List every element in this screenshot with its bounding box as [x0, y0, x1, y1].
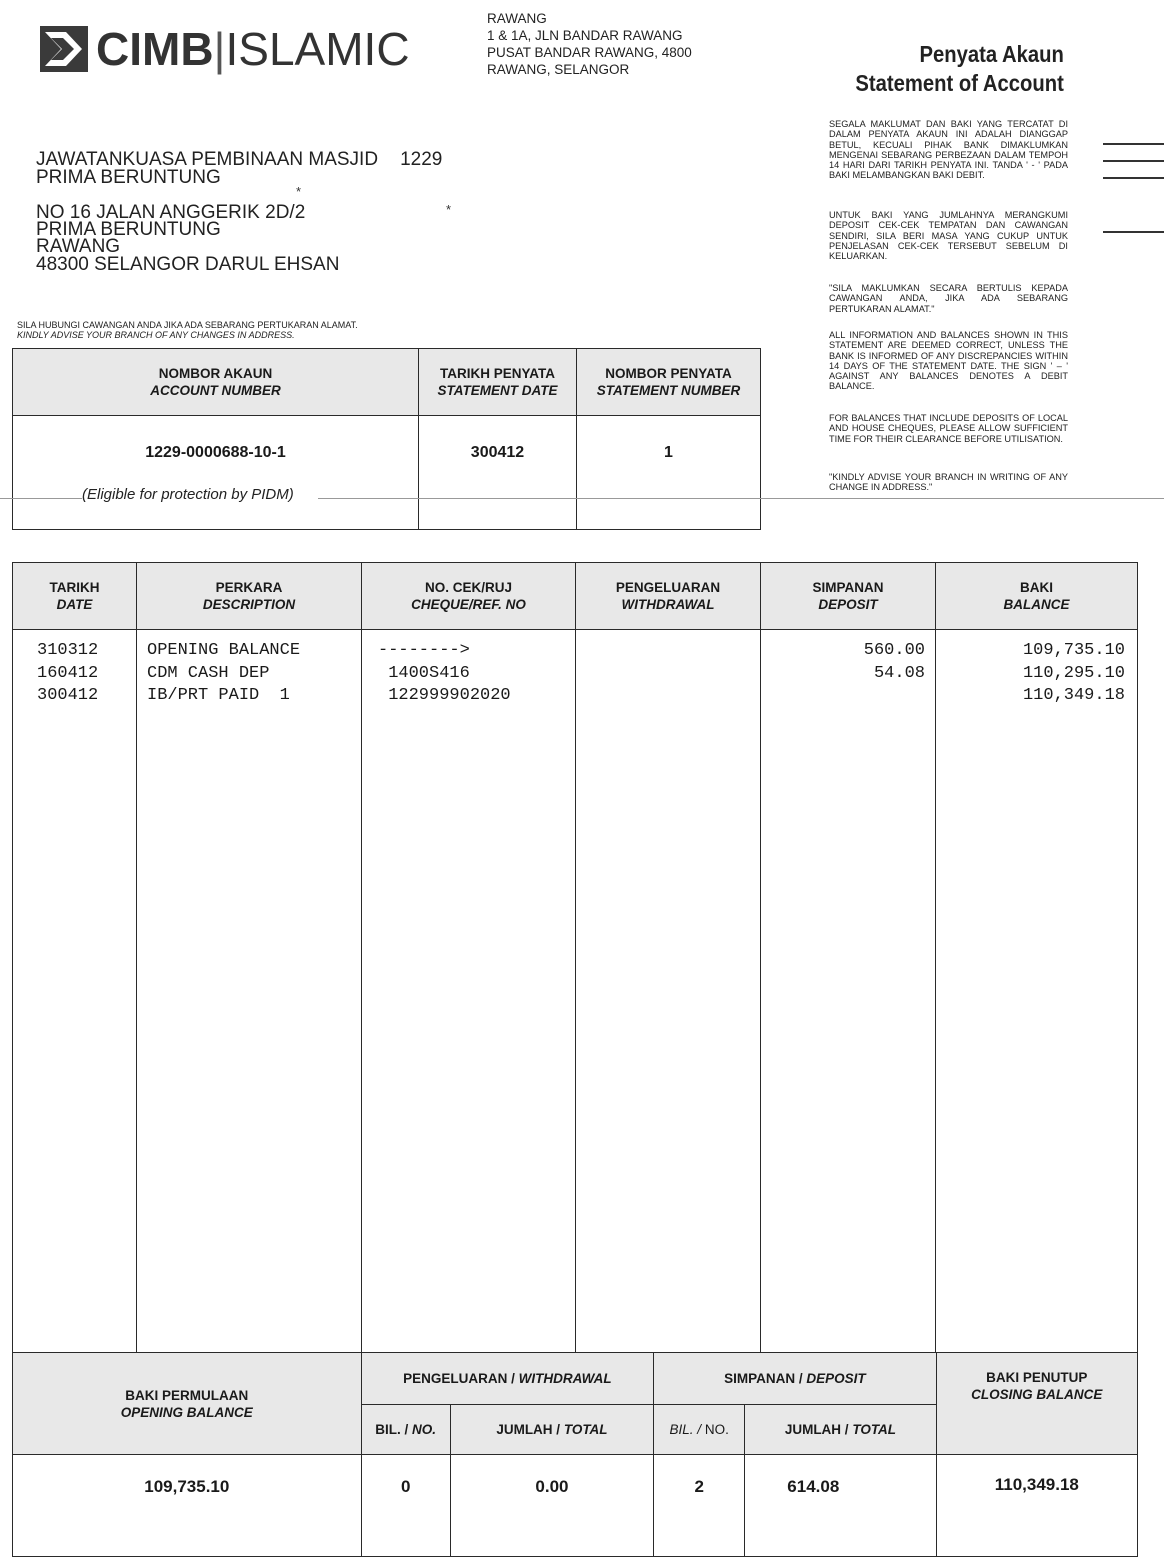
fold-mark	[1103, 160, 1164, 162]
header-opening-balance: BAKI PERMULAAN OPENING BALANCE	[13, 1353, 362, 1455]
tx-balance: 109,735.10	[1022, 641, 1125, 660]
deposit-count-value: 2	[654, 1455, 745, 1557]
header-withdrawal-summary: PENGELUARAN / WITHDRAWAL	[361, 1353, 654, 1405]
title-malay: Penyata Akaun	[919, 41, 1064, 67]
tx-description: OPENING BALANCE	[147, 641, 301, 660]
header-withdrawal-total: JUMLAH / TOTAL	[450, 1405, 653, 1455]
balance-column	[936, 630, 1138, 1353]
branch-line: RAWANG	[487, 11, 547, 26]
fold-mark	[1103, 143, 1164, 145]
address-line4: 48300 SELANGOR DARUL EHSAN	[36, 254, 340, 275]
date-column	[13, 630, 137, 1353]
header-closing-balance: BAKI PENUTUP CLOSING BALANCE	[936, 1353, 1137, 1455]
notice-3: "SILA MAKLUMKAN SECARA BERTULIS KEPADA CAWANGAN ANDA, JIKA ADA SEBARANG PERTUKARAN ALAMAT."	[829, 283, 1068, 314]
branch-line: RAWANG, SELANGOR	[487, 62, 630, 77]
divider	[0, 498, 82, 499]
tx-deposit: 54.08	[873, 663, 925, 683]
tx-deposit: 560.00	[863, 641, 925, 660]
header-description: PERKARA DESCRIPTION	[137, 563, 362, 630]
header-deposit: SIMPANAN DEPOSIT	[761, 563, 936, 630]
statement-number: 1	[577, 416, 761, 530]
tx-balance: 110,349.18	[1022, 686, 1125, 705]
pidm-note: (Eligible for protection by PIDM)	[82, 486, 294, 503]
transactions-table	[12, 562, 1138, 1353]
tx-date: 160412	[37, 663, 99, 683]
statement-date: 300412	[419, 416, 577, 530]
opening-balance-value: 109,735.10	[13, 1455, 362, 1557]
tx-date: 310312	[37, 641, 99, 660]
star-mark: *	[446, 202, 452, 217]
notice-2: UNTUK BAKI YANG JUMLAHNYA MERANGKUMI DEPOSIT CEK-CEK TEMPATAN DAN CAWANGAN SENDIRI, SILA BERI MASA YANG CUKUP UNTUK PENJELASAN CEK-CEK TERSEBUT SEBELUM DI KELUARKAN.	[829, 210, 1068, 262]
header-statement-date: TARIKH PENYATA STATEMENT DATE	[419, 349, 577, 416]
header-withdrawal-count: BIL. / NO.	[361, 1405, 450, 1455]
customer-name-line2: PRIMA BERUNTUNG	[36, 167, 221, 188]
deposit-column	[761, 630, 936, 1353]
header-date: TARIKH DATE	[13, 563, 137, 630]
tx-date: 300412	[37, 686, 99, 705]
branch-code: 1229	[400, 149, 443, 170]
branch-line: 1 & 1A, JLN BANDAR RAWANG	[487, 28, 683, 43]
closing-balance-value: 110,349.18	[936, 1455, 1137, 1557]
header-deposit-count: BIL. / NO.	[654, 1405, 745, 1455]
header-account-number: NOMBOR AKAUN ACCOUNT NUMBER	[13, 349, 419, 416]
notice-1: SEGALA MAKLUMAT DAN BAKI YANG TERCATAT DI DALAM PENYATA AKAUN INI ADALAH DIANGGAP BETUL, KECUALI PIHAK BANK DIMAKLUMKAN MENGENAI SEBARANG PERBEZAAN DALAM TEMPOH 14 HARI DARI TARIKH PENYATA INI. TANDA ' - ' PADA BAKI MELAMBANGKAN BAKI DEBIT.	[829, 119, 1068, 181]
withdrawal-column	[576, 630, 761, 1353]
notice-5: FOR BALANCES THAT INCLUDE DEPOSITS OF LOCAL AND HOUSE CHEQUES, PLEASE ALLOW SUFFICIENT TIME FOR THEIR CLEARANCE BEFORE UTILISATION.	[829, 413, 1068, 444]
address-line3: RAWANG	[36, 236, 121, 257]
header-statement-number: NOMBOR PENYATA STATEMENT NUMBER	[577, 349, 761, 416]
tx-description: IB/PRT PAID 1	[147, 686, 290, 705]
branch-address	[487, 10, 692, 78]
fold-mark	[1103, 177, 1164, 179]
header-withdrawal: PENGELUARAN WITHDRAWAL	[576, 563, 761, 630]
notice-6: "KINDLY ADVISE YOUR BRANCH IN WRITING OF ANY CHANGE IN ADDRESS."	[829, 472, 1068, 493]
description-column	[137, 630, 362, 1353]
withdrawal-total-value: 0.00	[450, 1455, 653, 1557]
header-reference: NO. CEK/RUJ CHEQUE/REF. NO	[362, 563, 576, 630]
notice-4: ALL INFORMATION AND BALANCES SHOWN IN THIS STATEMENT ARE DEEMED CORRECT, UNLESS THE BANK IS INFORMED OF ANY DISCREPANCIES WITHIN 14 DAYS OF THE STATEMENT DATE. THE SIGN ' – ' AGAINST ANY BALANCES DENOTES A DEBIT BALANCE.	[829, 330, 1068, 392]
address-line2: PRIMA BERUNTUNG	[36, 219, 221, 240]
tx-description: CDM CASH DEP	[147, 663, 270, 683]
customer-name-line1: JAWATANKUASA PEMBINAAN MASJID 1229	[36, 149, 443, 170]
star-mark: *	[296, 184, 302, 199]
tx-reference: 1400S416	[378, 663, 470, 683]
summary-table	[12, 1352, 1138, 1557]
change-address-notice: SILA HUBUNGI CAWANGAN ANDA JIKA ADA SEBARANG PERTUKARAN ALAMAT. KINDLY ADVISE YOUR BRANCH OF ANY CHANGES IN ADDRESS.	[17, 320, 358, 340]
document-title	[856, 40, 1064, 98]
bank-logo-text: CIMB|ISLAMIC	[96, 23, 410, 75]
header-deposit-total: JUMLAH / TOTAL	[745, 1405, 936, 1455]
tx-reference: 122999902020	[378, 686, 511, 705]
address-line1: NO 16 JALAN ANGGERIK 2D/2	[36, 202, 306, 223]
fold-mark	[1103, 231, 1164, 233]
divider	[318, 498, 1164, 499]
reference-column	[362, 630, 576, 1353]
tx-reference: -------->	[378, 641, 470, 660]
branch-line: PUSAT BANDAR RAWANG, 4800	[487, 45, 692, 60]
title-english: Statement of Account	[855, 70, 1064, 96]
cimb-logo-icon	[40, 26, 88, 72]
header-deposit-summary: SIMPANAN / DEPOSIT	[654, 1353, 936, 1405]
deposit-total-value: 614.08	[745, 1455, 936, 1557]
tx-balance: 110,295.10	[1022, 663, 1125, 683]
header-balance: BAKI BALANCE	[936, 563, 1138, 630]
account-number: 1229-0000688-10-1	[13, 416, 419, 530]
withdrawal-count-value: 0	[361, 1455, 450, 1557]
